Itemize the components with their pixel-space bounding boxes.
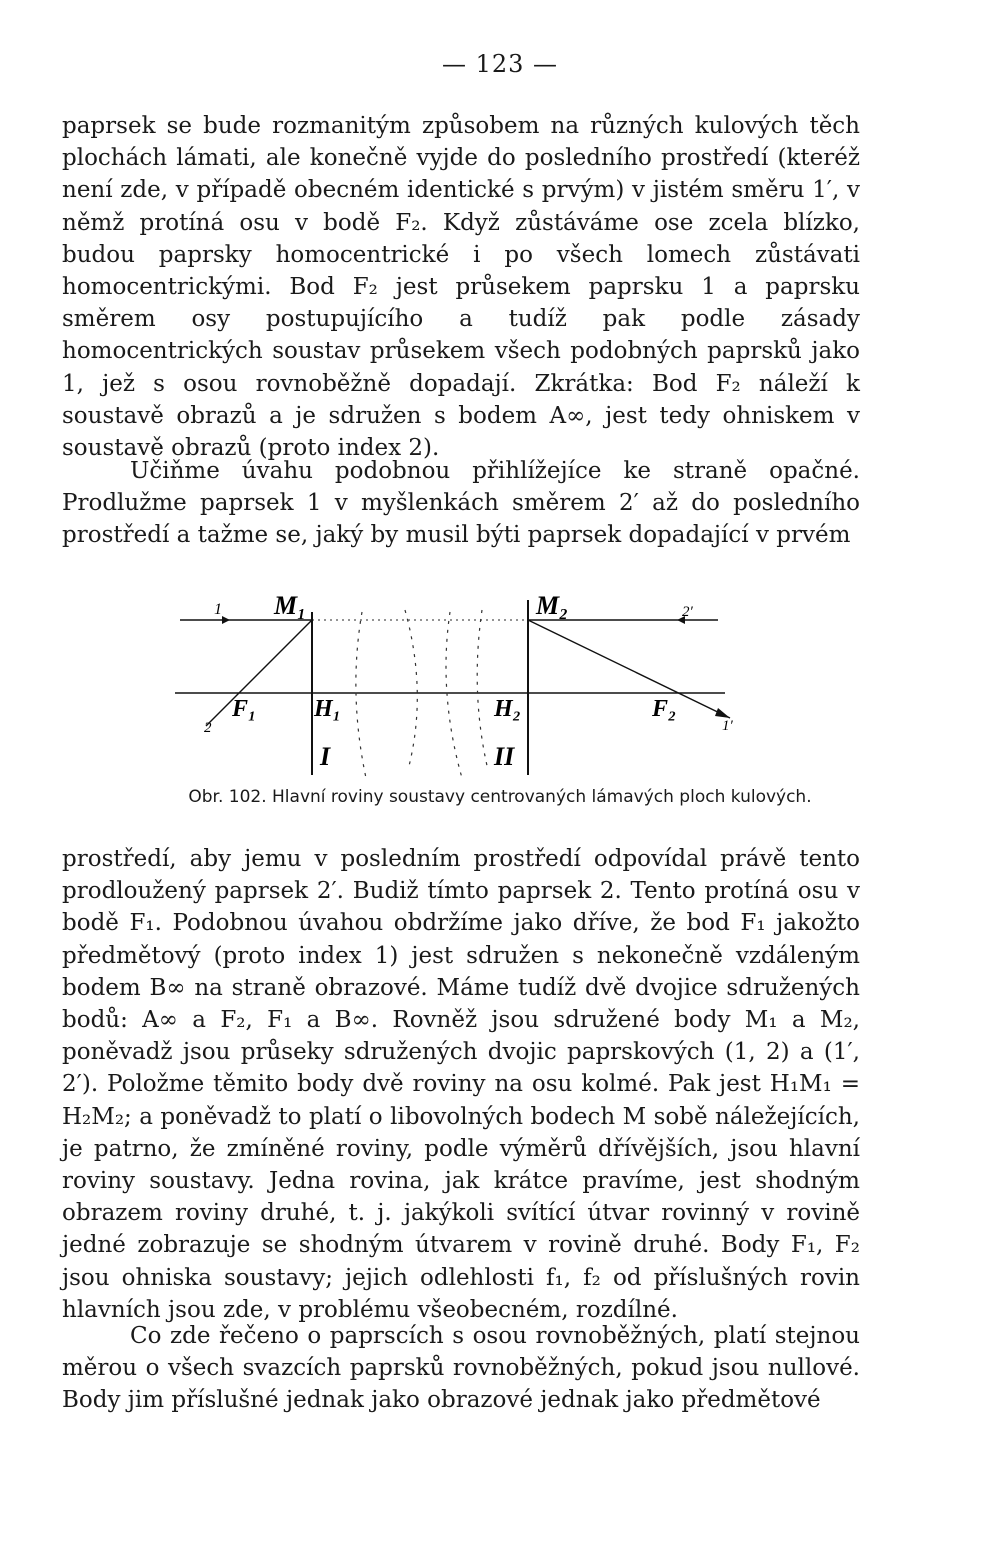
optical-diagram <box>170 590 733 786</box>
lens-surface-3 <box>446 612 462 778</box>
ray-2 <box>206 620 312 726</box>
paragraph-2 <box>62 455 860 552</box>
label-m1: M₁ <box>274 591 307 620</box>
figure-caption: Obr. 102. Hlavní roviny soustavy centrovaných lámavých ploch kulových. <box>188 787 812 807</box>
paragraph-1: paprsek se bude rozmanitým způsobem na různých kulových těch plochách lámati, ale konečně vyjde do posledního prostředí (kteréž není zde, v případě obecném identické s prvým) v jistém směru 1′, v němž protíná osu v bodě F₂. Když zůstáváme ose zcela blízko, budou paprsky homocentrické i po všech lomech zůstávati homocentrickými. Bod F₂ jest průsekem paprsku 1 a paprsku směrem osy postupujícího a tudíž pak podle zásady homocentrických soustav průsekem všech podobných paprsků jako 1, jež s osou rovnoběžně dopadají. Zkrátka: Bod F₂ náleží k soustavě obrazů a je sdružen s bodem A∞, jest tedy ohniskem v soustavě obrazů (proto index 2). <box>62 113 860 462</box>
paragraph-2-text: Učiňme úvahu podobnou přihlížejíce ke straně opačné. Prodlužme paprsek 1 v myšlenkách směrem 2′ až do posledního prostředí a tažme se, jaký by musil býti paprsek dopadající v prvém <box>62 458 860 549</box>
label-ray-2-prime: 2′ <box>682 604 693 620</box>
page-number: — 123 — <box>441 50 559 78</box>
label-ray-1-prime: 1′ <box>722 718 733 734</box>
paragraph-3: prostředí, aby jemu v posledním prostředí odpovídal právě tento prodloužený paprsek 2′. Budiž tímto paprsek 2. Tento protíná osu v bodě F₁. Podobnou úvahou obdržíme jako dříve, že bod F₁ jakožto předmětový (proto index 1) jest sdružen s nekonečně vzdáleným bodem B∞ na straně obrazové. Máme tudíž dvě dvojice sdružených bodů: A∞ a F₂, F₁ a B∞. Rovněž jsou sdružené body M₁ a M₂, poněvadž jsou průseky sdružených dvojic paprskových (1, 2) a (1′, 2′). Položme těmito body dvě roviny na osu kolmé. Pak jest H₁M₁ = H₂M₂; a poněvadž to platí o libovolných bodech M sobě náležejících, je patrno, že zmíněné roviny, podle výměrů dřívějších, jsou hlavní roviny soustavy. Jedna rovina, jak krátce pravíme, jest shodným obrazem roviny druhé, t. j. jakýkoli svítící útvar rovinný v rovině jedné zobrazuje se shodným útvarem v rovině druhé. Body F₁, F₂ jsou ohniska soustavy; jejich odlehlosti f₁, f₂ od příslušných rovin hlavních jsou zde, v problému všeobecném, rozdílné. <box>62 846 860 1323</box>
label-f2: F₂ <box>652 696 677 722</box>
paragraph-4-text: Co zde řečeno o paprscích s osou rovnoběžných, platí stejnou měrou o všech svazcích paprsků rovnoběžných, pokud jsou nullové. Body jim příslušné jednak jako obrazové jednak jako předmětové <box>62 1323 860 1414</box>
paragraph-4 <box>62 1320 860 1417</box>
figure-principal-planes <box>170 590 733 786</box>
label-f1: F₁ <box>232 696 257 722</box>
lens-surface-1 <box>356 612 366 778</box>
label-ray-2: 2 <box>204 720 212 736</box>
label-plane-1: I <box>320 742 331 771</box>
label-plane-2: II <box>494 742 515 771</box>
label-h1: H₁ <box>314 696 342 722</box>
label-h2: H₂ <box>494 696 522 722</box>
label-m2: M₂ <box>536 591 569 620</box>
ray-1-prime-arrow <box>715 708 730 718</box>
ray-1-arrow <box>222 616 230 624</box>
label-ray-1: 1 <box>214 601 222 618</box>
lens-surface-2 <box>405 610 417 770</box>
lens-surface-4 <box>477 610 488 770</box>
ray-1-prime <box>528 620 730 718</box>
